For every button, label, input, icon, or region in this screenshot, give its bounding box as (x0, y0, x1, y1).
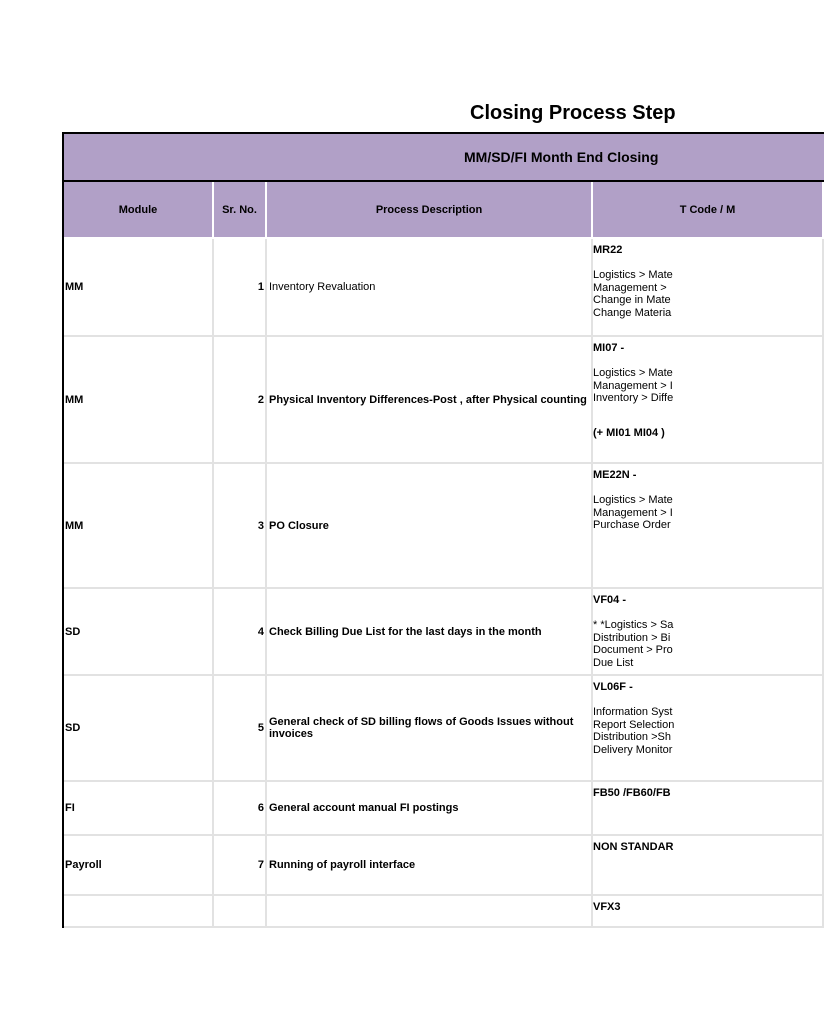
cell-module: SD (64, 589, 214, 674)
cell-module: FI (64, 782, 214, 834)
cell-sr-no: 3 (214, 464, 267, 587)
menu-path-line: Inventory > Diffe (593, 392, 674, 404)
header-sr-no: Sr. No. (214, 182, 267, 237)
table-row (64, 782, 824, 836)
menu-path (593, 706, 822, 756)
cell-sr-no: 1 (214, 239, 267, 335)
table-row (64, 464, 824, 589)
cell-description: Inventory Revaluation (267, 239, 593, 335)
table-row (64, 896, 824, 928)
cell-description: General account manual FI postings (267, 782, 593, 834)
cell-description: Running of payroll interface (267, 836, 593, 894)
menu-path-line: Distribution >Sh (593, 731, 671, 743)
cell-tcode (593, 836, 824, 894)
header-module: Module (64, 182, 214, 237)
tcode-label: VL06F - (593, 681, 633, 693)
header-tcode: T Code / M (593, 182, 824, 237)
cell-sr-no: 5 (214, 676, 267, 780)
menu-path-line: Management > I (593, 506, 673, 519)
cell-module: MM (64, 239, 214, 335)
menu-path-line: Purchase Order (593, 519, 671, 531)
tcode-label: FB50 /FB60/FB (593, 787, 671, 799)
cell-tcode (593, 464, 824, 587)
cell-description (267, 896, 593, 926)
tcode-label: NON STANDAR (593, 841, 674, 853)
table-row (64, 836, 824, 896)
cell-sr-no (214, 896, 267, 926)
menu-path-line: Document > Pro (593, 644, 673, 656)
menu-path-line: Due List (593, 656, 634, 669)
cell-module: MM (64, 464, 214, 587)
table-row (64, 589, 824, 676)
menu-path-line: Change in Mate (593, 294, 671, 306)
menu-path-line: * *Logistics > Sa (593, 619, 674, 631)
cell-sr-no: 2 (214, 337, 267, 462)
cell-sr-no: 4 (214, 589, 267, 674)
menu-path-line: Logistics > Mate (593, 367, 673, 379)
table-header-row (64, 182, 824, 239)
cell-module: Payroll (64, 836, 214, 894)
header-description: Process Description (267, 182, 593, 237)
cell-description: Physical Inventory Differences-Post , after Physical counting (267, 337, 593, 462)
tcode-extra: (+ MI01 MI04 ) (593, 426, 665, 439)
menu-path-line: Information Syst (593, 706, 673, 718)
cell-description: Check Billing Due List for the last days in the month (267, 589, 593, 674)
cell-tcode (593, 589, 824, 674)
cell-description: PO Closure (267, 464, 593, 587)
menu-path-line: Distribution > Bi (593, 631, 671, 644)
spreadsheet-page (62, 0, 768, 913)
cell-tcode (593, 239, 824, 335)
table-row (64, 239, 824, 337)
cell-tcode (593, 337, 824, 462)
table-row (64, 337, 824, 464)
table-banner (64, 132, 824, 182)
cell-module: SD (64, 676, 214, 780)
cell-tcode (593, 676, 824, 780)
cell-tcode (593, 896, 824, 926)
table-row (64, 676, 824, 782)
menu-path-line: Delivery Monitor (593, 743, 673, 756)
menu-path-line: Management > (593, 281, 667, 294)
closing-steps-table (62, 132, 824, 928)
menu-path-line: Logistics > Mate (593, 269, 673, 281)
tcode-label: ME22N - (593, 469, 637, 481)
menu-path-line: Logistics > Mate (593, 494, 673, 506)
cell-sr-no: 7 (214, 836, 267, 894)
tcode-label: MI07 - (593, 342, 625, 354)
tcode-label: VFX3 (593, 901, 621, 913)
menu-path (593, 367, 822, 405)
cell-module: MM (64, 337, 214, 462)
cell-description: General check of SD billing flows of Goods Issues without invoices (267, 676, 593, 780)
page-title: Closing Process Step (470, 102, 676, 124)
cell-module (64, 896, 214, 926)
tcode-label: MR22 (593, 244, 623, 256)
menu-path-line: Change Materia (593, 306, 672, 319)
menu-path-line: Management > I (593, 379, 673, 392)
menu-path (593, 494, 822, 532)
menu-path-line: Report Selection (593, 718, 675, 731)
banner-text: MM/SD/FI Month End Closing (464, 149, 659, 165)
table-body (64, 239, 824, 928)
tcode-label: VF04 - (593, 594, 627, 606)
cell-tcode (593, 782, 824, 834)
menu-path (593, 269, 822, 319)
menu-path (593, 619, 822, 669)
cell-sr-no: 6 (214, 782, 267, 834)
